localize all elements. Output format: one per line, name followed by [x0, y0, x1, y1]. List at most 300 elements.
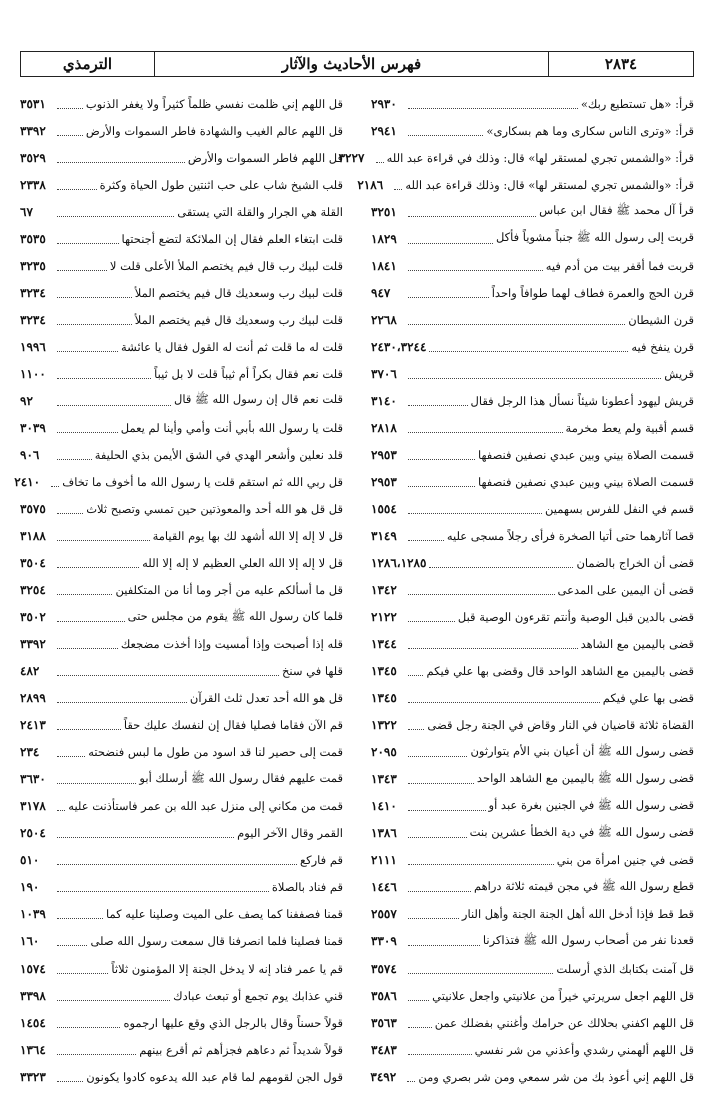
leader-dots — [57, 323, 132, 325]
index-entry — [371, 982, 694, 1009]
entry-text: قل آمنت بكتابك الذي أرسلت — [556, 961, 694, 976]
leader-dots — [429, 350, 628, 352]
entry-number: ٩٢ — [20, 393, 33, 408]
entry-text: قضى بالدين قبل الوصية وأنتم تقرءون الوصية قبل — [457, 610, 694, 625]
entry-text: قم فناد بالصلاة — [271, 880, 343, 895]
index-entry — [20, 171, 343, 198]
leader-dots — [51, 485, 59, 487]
entry-text: قلما كان رسول الله ﷺ يقوم من مجلس حتى — [127, 608, 343, 623]
entry-text: قلت نعم قال إن رسول الله ﷺ قال — [174, 392, 343, 407]
entry-number: ١٣٦٤ — [20, 1042, 46, 1057]
entry-number: ٢٤١٣ — [20, 718, 46, 733]
entry-text: قضى رسول الله ﷺ باليمين مع الشاهد الواحد — [476, 770, 694, 785]
entry-number: ٩٤٧ — [371, 285, 391, 300]
entry-number: ٥١٠ — [20, 853, 40, 868]
entry-number: ٢٥٠٤ — [20, 826, 46, 841]
entry-text: قضى أن اليمين على المدعى — [557, 583, 694, 598]
index-entry — [371, 279, 694, 306]
entry-number: ١٥٧٤ — [20, 961, 46, 976]
entry-text: قولاً شديداً ثم دعاهم فجزأهم ثم أقرع بينهم — [139, 1042, 343, 1057]
leader-dots — [408, 539, 444, 541]
leader-dots — [408, 242, 493, 244]
entry-text: قريش — [664, 366, 694, 381]
entry-text: قمت عليهم فقال رسول الله ﷺ أرسلك أبو — [139, 770, 343, 785]
index-entry — [20, 198, 343, 225]
entry-text: قل ما أسألكم عليه من أجر وما أنا من المتكلفين — [115, 583, 343, 598]
leader-dots — [408, 728, 424, 730]
index-entry — [371, 847, 694, 874]
entry-number: ١٣٤٥ — [371, 691, 397, 706]
entry-number: ٣٦٣٠ — [20, 772, 46, 787]
leader-dots — [408, 836, 467, 838]
index-entry — [371, 820, 694, 847]
entry-number: ١٤١٠ — [371, 799, 397, 814]
entry-text: قل لا إله إلا الله العلي العظيم لا إله إلا الله — [142, 556, 343, 571]
leader-dots — [57, 917, 103, 919]
index-entry — [371, 198, 694, 225]
entry-number: ١٤٤٦ — [371, 880, 397, 895]
entry-number: ١٩٩٦ — [20, 339, 46, 354]
index-entry — [20, 414, 343, 441]
entry-text: قني عذابك يوم تجمع أو تبعث عبادك — [173, 988, 343, 1003]
index-entry — [20, 712, 343, 739]
leader-dots — [408, 782, 474, 784]
leader-dots — [408, 863, 554, 865]
entry-text: قل ربي الله ثم استقم قلت يا رسول الله ما أخوف ما تخاف — [62, 474, 343, 489]
index-entry — [20, 550, 343, 577]
entry-number: ٢١١١ — [371, 853, 397, 868]
index-entry — [371, 1009, 694, 1036]
leader-dots — [57, 890, 269, 892]
index-entry — [20, 495, 343, 522]
entry-number: ٣٥٢٩ — [20, 150, 46, 165]
index-entry — [371, 874, 694, 901]
entry-number: ٢٠٩٥ — [371, 745, 397, 760]
entry-number: ١١٠٠ — [20, 366, 46, 381]
entry-number: ١٥٥٤ — [371, 501, 397, 516]
leader-dots — [57, 755, 85, 757]
index-entry — [14, 468, 343, 495]
index-entry — [371, 225, 694, 252]
entry-text: قربت إلى رسول الله ﷺ جنباً مشوياً فأكل — [495, 230, 694, 245]
entry-number: ٣٢٣٥ — [20, 258, 46, 273]
index-entry — [371, 468, 694, 495]
index-entry — [371, 306, 694, 333]
entry-number: ٣٥٦٣ — [371, 1015, 397, 1030]
leader-dots — [408, 593, 555, 595]
entry-text: قضى رسول الله ﷺ في الجنين بغرة عبد أو — [488, 797, 694, 812]
leader-dots — [57, 1053, 136, 1055]
index-entry — [20, 739, 343, 766]
index-entry — [371, 766, 694, 793]
entry-text: قم الآن فقاما فصليا فقال إن لنفسك عليك حقاً — [123, 718, 343, 733]
leader-dots — [57, 458, 92, 460]
leader-dots — [57, 972, 108, 974]
entry-number: ١٣٨٦ — [371, 826, 397, 841]
entry-number: ٢٢٦٨ — [371, 312, 397, 327]
leader-dots — [429, 566, 573, 568]
book-name: الترمذي — [21, 52, 155, 76]
entry-number: ١٨٢٩ — [371, 231, 397, 246]
entry-text: قمت إلى حصير لنا قد اسود من طول ما لبس فنضحته — [88, 745, 343, 760]
index-entry — [371, 955, 694, 982]
index-entry — [371, 901, 694, 928]
entry-text: قط قط فإذا أدخل الله أهل الجنة الجنة وأهل النار — [461, 907, 694, 922]
entry-number: ١٣٤٢ — [371, 583, 397, 598]
index-entry — [20, 360, 343, 387]
entry-text: قسمت الصلاة بيني وبين عبدي نصفين فنصفها — [477, 474, 694, 489]
index-entry — [20, 658, 343, 685]
entry-number: ٢١٨٦ — [357, 177, 384, 192]
index-entry — [371, 658, 694, 685]
leader-dots — [57, 215, 174, 217]
entry-text: قلد نعلين وأشعر الهدي في الشق الأيمن بذي الحليفة — [94, 447, 343, 462]
entry-number: ٣٤٨٣ — [371, 1042, 397, 1057]
index-entry — [371, 577, 694, 604]
index-columns — [14, 90, 694, 1090]
entry-number: ١٦٠ — [20, 934, 40, 949]
index-entry — [371, 333, 694, 360]
index-entry — [20, 901, 343, 928]
index-entry — [371, 631, 694, 658]
entry-text: قلت نعم فقال بكراً أم ثيباً قلت لا بل ثيباً — [154, 366, 343, 381]
index-entry — [20, 441, 343, 468]
leader-dots — [57, 999, 170, 1001]
entry-number: ٣٢٥٤ — [20, 583, 46, 598]
entry-text: قلت لبيك رب قال فيم يختصم الملأ الأعلى قلت لا — [109, 258, 343, 273]
entry-number: ٣٣٩٢ — [20, 123, 46, 138]
index-entry — [20, 874, 343, 901]
leader-dots — [57, 1080, 83, 1082]
entry-text: قل هو الله أحد تعدل ثلث القرآن — [189, 691, 343, 706]
entry-text: قرأ: «والشمس تجري لمستقر لها» قال: وذلك قراءة عبد الله — [405, 177, 694, 192]
entry-text: قلت لبيك رب وسعديك قال فيم يختصم الملأ — [134, 285, 343, 300]
entry-number: ٣٥٧٥ — [20, 501, 46, 516]
index-entry — [371, 604, 694, 631]
leader-dots — [408, 972, 553, 974]
leader-dots — [57, 863, 297, 865]
leader-dots — [408, 134, 483, 136]
entry-number: ٢٥٥٧ — [371, 907, 397, 922]
index-entry — [371, 739, 694, 766]
index-entry — [20, 766, 343, 793]
leader-dots — [408, 701, 600, 703]
entry-number: ٣٧٠٦ — [371, 366, 397, 381]
index-entry — [20, 847, 343, 874]
entry-number: ٣١٧٨ — [20, 799, 46, 814]
entry-number: ٢٣٤ — [20, 745, 40, 760]
entry-text: قربت فما أقفر بيت من أدم فيه — [545, 258, 694, 273]
leader-dots — [408, 809, 486, 811]
index-entry — [20, 333, 343, 360]
leader-dots — [57, 809, 65, 811]
leader-dots — [394, 188, 402, 190]
index-entry — [20, 820, 343, 847]
index-entry — [20, 117, 343, 144]
entry-text: قمت من مكاني إلى منزل عبد الله بن عمر فاستأذنت عليه — [68, 799, 343, 814]
entry-number: ٣١٨٨ — [20, 529, 46, 544]
leader-dots — [57, 269, 107, 271]
index-entry — [20, 955, 343, 982]
index-entry — [20, 90, 343, 117]
entry-number: ١٣٢٢ — [371, 718, 397, 733]
entry-number: ٢٤٣٠،٣٢٤٤ — [371, 339, 427, 354]
entry-number: ٣٥٠٤ — [20, 556, 46, 571]
entry-text: قرأ: «وترى الناس سكارى وما هم بسكارى» — [486, 123, 694, 138]
index-title: فهرس الأحاديث والآثار — [155, 52, 549, 76]
index-entry — [371, 550, 694, 577]
entry-number: ١٣٤٤ — [371, 637, 397, 652]
entry-number: ٢٤١٠ — [14, 474, 41, 489]
entry-number: ٣٣٠٩ — [371, 934, 397, 949]
entry-text: قلت لبيك رب وسعديك قال فيم يختصم الملأ — [134, 312, 343, 327]
index-entry — [20, 523, 343, 550]
entry-text: قضى في جنين امرأة من بني — [556, 853, 694, 868]
leader-dots — [408, 431, 563, 433]
leader-dots — [408, 404, 468, 406]
leader-dots — [57, 944, 87, 946]
entry-text: قلها في سنخ — [281, 664, 343, 679]
index-entry — [20, 279, 343, 306]
entry-text: قعدنا نفر من أصحاب رسول الله ﷺ فتذاكرنا — [482, 932, 694, 947]
leader-dots — [57, 620, 125, 622]
leader-dots — [408, 107, 578, 109]
left-column — [14, 90, 357, 1090]
leader-dots — [57, 350, 118, 352]
entry-number: ٣٥٨٦ — [371, 988, 397, 1003]
leader-dots — [57, 1026, 120, 1028]
leader-dots — [408, 944, 480, 946]
entry-number: ٣٥٣١ — [20, 96, 46, 111]
leader-dots — [408, 1026, 432, 1028]
index-entry — [371, 685, 694, 712]
entry-text: قل اللهم اكفني بحلالك عن حرامك وأغنني بفضلك عمن — [434, 1015, 694, 1030]
entry-number: ٤٨٢ — [20, 664, 40, 679]
entry-number: ٣٤٩٢ — [370, 1069, 397, 1084]
entry-text: قل اللهم إني أعوذ بك من شر سمعي ومن شر بصري ومن — [418, 1069, 694, 1084]
index-entry — [371, 90, 694, 117]
leader-dots — [408, 890, 471, 892]
entry-number: ٣٥٠٢ — [20, 610, 46, 625]
entry-text: القضاة ثلاثة قاضيان في النار وقاض في الجنة رجل قضى — [427, 718, 694, 733]
leader-dots — [57, 836, 234, 838]
entry-number: ٣٠٣٩ — [20, 420, 46, 435]
entry-number: ٣٣٩٨ — [20, 988, 46, 1003]
entry-text: قضى رسول الله ﷺ أن أعيان بني الأم يتوارثون — [470, 743, 694, 758]
index-entry — [371, 793, 694, 820]
entry-number: ٢٨١٨ — [371, 420, 397, 435]
entry-text: قريش ليهود أعطونا شيئاً نسأل هذا الرجل فقال — [470, 393, 694, 408]
leader-dots — [57, 404, 171, 406]
leader-dots — [57, 161, 185, 163]
entry-text: قسم في النفل للفرس بسهمين — [545, 501, 694, 516]
index-entry — [371, 1036, 694, 1063]
leader-dots — [408, 917, 459, 919]
entry-text: قل اللهم إني ظلمت نفسي ظلماً كثيراً ولا يغفر الذنوب — [85, 96, 343, 111]
entry-number: ١٢٨٦،١٢٨٥ — [371, 556, 427, 571]
index-entry — [338, 144, 694, 171]
entry-number: ٢٣٣٨ — [20, 177, 46, 192]
entry-number: ٣٥٧٤ — [371, 961, 397, 976]
leader-dots — [408, 755, 467, 757]
entry-text: قرن الشيطان — [628, 312, 694, 327]
entry-text: قرن ينفخ فيه — [631, 339, 694, 354]
entry-number: ١٨٤١ — [371, 258, 397, 273]
entry-text: قرأ آل محمد ﷺ فقال ابن عباس — [539, 203, 694, 218]
index-entry — [20, 604, 343, 631]
leader-dots — [57, 431, 118, 433]
entry-number: ٢١٢٢ — [371, 610, 397, 625]
entry-text: قل اللهم اجعل سريرتي خيراً من علانيتي واجعل علانيتي — [432, 988, 694, 1003]
entry-text: قرأ: «والشمس تجري لمستقر لها» قال: وذلك في قراءة عبد الله — [386, 150, 694, 165]
leader-dots — [408, 215, 536, 217]
leader-dots — [408, 512, 542, 514]
index-entry — [371, 252, 694, 279]
index-entry — [371, 387, 694, 414]
entry-text: قسمت الصلاة بيني وبين عبدي نصفين فنصفها — [477, 447, 694, 462]
entry-number: ١٣٤٣ — [371, 772, 397, 787]
leader-dots — [408, 620, 455, 622]
entry-text: قولاً حسناً وقال بالرجل الذي وقع عليها ارجموه — [123, 1015, 343, 1030]
entry-number: ١٩٠ — [20, 880, 40, 895]
leader-dots — [57, 674, 279, 676]
entry-number: ٣٢٢٧ — [338, 150, 365, 165]
index-entry — [357, 171, 694, 198]
entry-text: القلة هي الجرار والقلة التي يستقى — [177, 204, 343, 219]
entry-text: قلت ابتغاء العلم فقال إن الملائكة لتضع أجنحتها — [121, 231, 343, 246]
entry-text: قم يا عمر فناد إنه لا يدخل الجنة إلا المؤمنون ثلاثاً — [111, 961, 343, 976]
leader-dots — [408, 377, 661, 379]
entry-text: قضى رسول الله ﷺ في دية الخطأ عشرين بنت — [469, 824, 694, 839]
entry-number: ٣٣٩٢ — [20, 637, 46, 652]
entry-text: قصا آثارهما حتى أتيا الصخرة فرأى رجلاً مسجى عليه — [446, 529, 694, 544]
entry-number: ٢٩٣٠ — [371, 96, 397, 111]
entry-number: ٣٣٢٣ — [20, 1069, 46, 1084]
entry-number: ٦٧ — [20, 204, 33, 219]
leader-dots — [408, 458, 475, 460]
index-entry — [371, 414, 694, 441]
index-entry — [20, 1009, 343, 1036]
index-entry — [20, 306, 343, 333]
index-entry — [20, 1063, 343, 1090]
leader-dots — [408, 323, 625, 325]
entry-text: القمر وقال الآخر اليوم — [237, 826, 343, 841]
entry-text: قلب الشيخ شاب على حب اثنتين طول الحياة وكثرة — [99, 177, 343, 192]
entry-text: قل قل هو الله أحد والمعوذتين حين تمسي وتصبح ثلاث — [86, 501, 343, 516]
entry-number: ٣١٤٠ — [371, 393, 397, 408]
index-entry — [20, 928, 343, 955]
entry-text: قلت له ما قلت ثم أنت له القول فقال يا عائشة — [121, 339, 343, 354]
entry-number: ٢٩٤١ — [371, 123, 397, 138]
leader-dots — [57, 512, 83, 514]
entry-number: ٢٨٩٩ — [20, 691, 46, 706]
leader-dots — [57, 782, 136, 784]
entry-number: ٢٩٥٣ — [371, 474, 397, 489]
entry-text: قمنا فصلينا فلما انصرفنا قال سمعت رسول الله صلى — [90, 934, 343, 949]
leader-dots — [408, 296, 489, 298]
leader-dots — [57, 377, 151, 379]
leader-dots — [57, 647, 118, 649]
index-entry — [20, 144, 343, 171]
index-entry — [371, 1063, 694, 1090]
leader-dots — [57, 188, 97, 190]
leader-dots — [57, 242, 119, 244]
entry-text: قلت يا رسول الله بأبي أنت وأمي وأينا لم يعمل — [120, 420, 343, 435]
entry-text: قل اللهم فاطر السموات والأرض — [187, 150, 343, 165]
entry-text: قضى باليمين مع الشاهد — [580, 637, 694, 652]
leader-dots — [408, 647, 578, 649]
index-entry — [371, 441, 694, 468]
index-entry — [20, 631, 343, 658]
index-entry — [20, 982, 343, 1009]
index-entry — [20, 225, 343, 252]
entry-number: ٣١٤٩ — [371, 529, 397, 544]
index-entry — [20, 685, 343, 712]
index-entry — [371, 360, 694, 387]
entry-text: قل اللهم عالم الغيب والشهادة فاطر السموات والأرض — [85, 123, 343, 138]
leader-dots — [408, 674, 423, 676]
entry-text: قمنا فصففنا كما يصف على الميت وصلينا عليه كما — [105, 907, 343, 922]
index-entry — [371, 117, 694, 144]
leader-dots — [408, 485, 475, 487]
leader-dots — [57, 728, 121, 730]
leader-dots — [376, 161, 384, 163]
leader-dots — [408, 999, 429, 1001]
leader-dots — [57, 539, 150, 541]
entry-text: قل لا إله إلا الله أشهد لك بها يوم القيامة — [152, 529, 343, 544]
index-entry — [20, 1036, 343, 1063]
entry-text: قضى باليمين مع الشاهد الواحد قال وقضى بها علي فيكم — [426, 664, 694, 679]
entry-text: قرن الحج والعمرة فطاف لهما طوافاً واحداً — [491, 285, 694, 300]
entry-text: قل اللهم ألهمني رشدي وأعذني من شر نفسي — [474, 1042, 694, 1057]
entry-text: قرأ: «هل تستطيع ربك» — [580, 96, 694, 111]
entry-number: ١٤٥٤ — [20, 1015, 46, 1030]
entry-text: قم فاركع — [300, 853, 343, 868]
entry-number: ٢٩٥٣ — [371, 447, 397, 462]
index-entry — [20, 793, 343, 820]
page-number: ٢٨٣٤ — [604, 55, 638, 73]
entry-number: ٣٥٣٥ — [20, 231, 46, 246]
entry-number: ١٠٣٩ — [20, 907, 46, 922]
leader-dots — [57, 593, 112, 595]
index-entry — [20, 577, 343, 604]
index-entry — [371, 495, 694, 522]
entry-text: قضى بها علي فيكم — [602, 691, 694, 706]
leader-dots — [57, 134, 83, 136]
entry-number: ٩٠٦ — [20, 447, 40, 462]
page-header — [20, 51, 694, 77]
entry-text: قضى أن الخراج بالضمان — [576, 556, 694, 571]
leader-dots — [57, 701, 187, 703]
entry-text: قطع رسول الله ﷺ في مجن قيمته ثلاثة دراهم — [473, 878, 694, 893]
leader-dots — [57, 566, 139, 568]
leader-dots — [408, 1053, 472, 1055]
index-entry — [371, 712, 694, 739]
entry-number: ٣٢٣٤ — [20, 312, 46, 327]
right-column — [338, 90, 694, 1090]
entry-text: قول الجن لقومهم لما قام عبد الله يدعوه كادوا يكونون — [86, 1069, 343, 1084]
entry-number: ٣٢٥١ — [371, 204, 397, 219]
leader-dots — [408, 269, 543, 271]
index-entry — [371, 523, 694, 550]
leader-dots — [57, 107, 83, 109]
index-entry — [371, 928, 694, 955]
leader-dots — [407, 1080, 415, 1082]
index-entry — [20, 252, 343, 279]
entry-number: ٣٢٣٤ — [20, 285, 46, 300]
leader-dots — [57, 296, 132, 298]
index-entry — [20, 387, 343, 414]
